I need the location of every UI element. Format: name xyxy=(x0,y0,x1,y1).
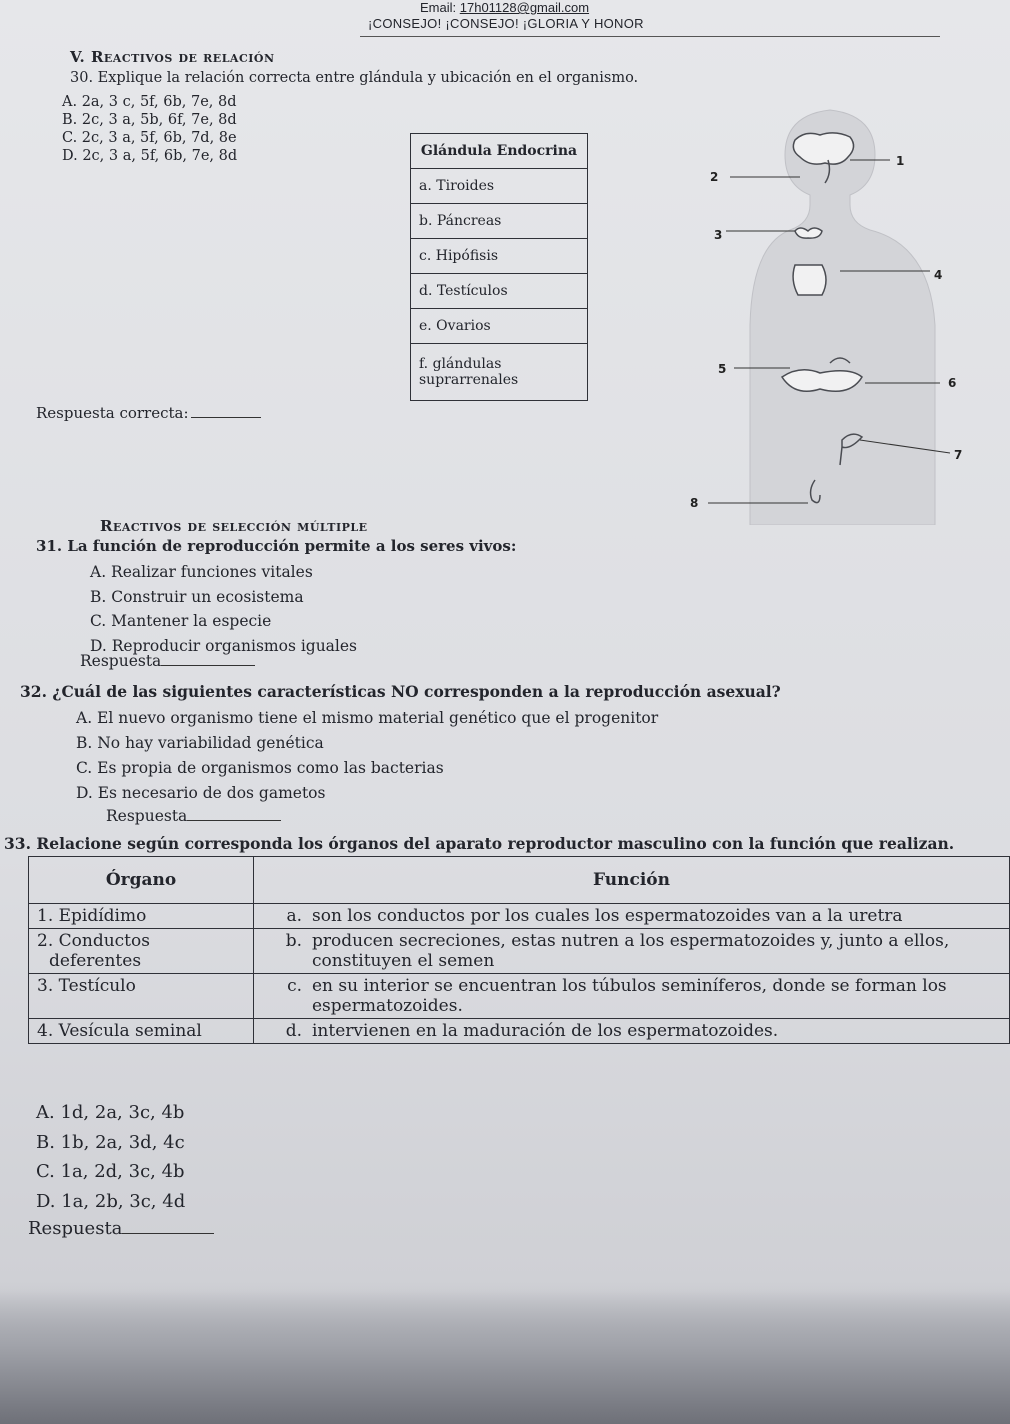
organ-function-table xyxy=(28,856,1010,1044)
q33-option-b: B. 1b, 2a, 3d, 4c xyxy=(36,1131,185,1153)
q33-option-d: D. 1a, 2b, 3c, 4d xyxy=(36,1190,186,1212)
q31-options xyxy=(90,560,357,658)
gland-b: b. Páncreas xyxy=(411,204,588,239)
question-32: 32. ¿Cuál de las siguientes características NO corresponden a la reproducción asexual? xyxy=(20,682,781,701)
q31-answer: Respuesta xyxy=(80,652,255,670)
diagram-label-7: 7 xyxy=(954,448,963,462)
organ-table-header-row xyxy=(29,857,1010,904)
gland-a: a. Tiroides xyxy=(411,169,588,204)
q33-answer: Respuesta xyxy=(28,1218,214,1239)
q31-option-a: A. Realizar funciones vitales xyxy=(90,563,313,581)
gland-e: e. Ovarios xyxy=(411,309,588,344)
thymus-icon xyxy=(793,265,826,295)
gland-table-header: Glándula Endocrina xyxy=(411,134,588,169)
brain-icon xyxy=(793,133,853,164)
q32-option-d: D. Es necesario de dos gametos xyxy=(76,784,326,802)
organ-3: 3. Testículo xyxy=(29,974,254,1019)
q32-option-c: C. Es propia de organismos como las bacterias xyxy=(76,759,444,777)
q32-option-b: B. No hay variabilidad genética xyxy=(76,734,324,752)
q30-answer: Respuesta correcta: xyxy=(36,404,261,422)
function-c: c. en su interior se encuentran los túbulos seminíferos, donde se forman los espermatozoides. xyxy=(254,974,1010,1019)
table-row xyxy=(29,929,1010,974)
q32-answer-blank[interactable] xyxy=(187,808,281,821)
q33-answer-blank[interactable] xyxy=(122,1221,214,1234)
endocrine-body-diagram xyxy=(690,105,990,525)
gland-d: d. Testículos xyxy=(411,274,588,309)
header-email: Email: 17h01128@gmail.com xyxy=(420,0,590,15)
q32-answer: Respuesta xyxy=(106,807,281,825)
organ-column-header: Órgano xyxy=(29,857,254,904)
organ-4: 4. Vesícula seminal xyxy=(29,1019,254,1044)
body-silhouette xyxy=(750,110,935,525)
q30-options xyxy=(62,93,237,165)
plastic-sleeve-edge xyxy=(0,1290,1010,1424)
diagram-label-8: 8 xyxy=(690,496,699,510)
diagram-label-2: 2 xyxy=(710,170,719,184)
diagram-label-6: 6 xyxy=(948,376,957,390)
organ-1: 1. Epidídimo xyxy=(29,904,254,929)
function-d: d. intervienen en la maduración de los espermatozoides. xyxy=(254,1019,1010,1044)
diagram-label-5: 5 xyxy=(718,362,727,376)
gland-c: c. Hipófisis xyxy=(411,239,588,274)
q32-options xyxy=(76,706,658,806)
q31-answer-blank[interactable] xyxy=(161,653,255,666)
q30-option-b: B. 2c, 3 a, 5b, 6f, 7e, 8d xyxy=(62,112,237,128)
function-b: b. producen secreciones, estas nutren a los espermatozoides y, junto a ellos, constituyen el semen xyxy=(254,929,1010,974)
question-31: 31. La función de reproducción permite a los seres vivos: xyxy=(36,537,517,555)
email-link[interactable]: 17h01128@gmail.com xyxy=(459,0,590,15)
question-30: 30. Explique la relación correcta entre glándula y ubicación en el organismo. xyxy=(70,70,639,86)
question-33: 33. Relacione según corresponda los órganos del aparato reproductor masculino con la función que realizan. xyxy=(4,834,955,853)
header-divider xyxy=(360,36,940,37)
q33-option-c: C. 1a, 2d, 3c, 4b xyxy=(36,1161,185,1182)
q31-option-d: D. Reproducir organismos iguales xyxy=(90,636,358,655)
section-vi-title: Reactivos de selección múltiple xyxy=(100,517,368,535)
diagram-label-3: 3 xyxy=(714,228,723,242)
section-v-title: V. Reactivos de relación xyxy=(70,48,275,66)
q30-option-a: A. 2a, 3 c, 5f, 6b, 7e, 8d xyxy=(62,94,237,110)
pancreas-icon xyxy=(782,370,862,391)
organ-2: 2. Conductos deferentes xyxy=(29,929,254,974)
q32-option-a: A. El nuevo organismo tiene el mismo material genético que el progenitor xyxy=(76,709,659,727)
table-row xyxy=(29,974,1010,1019)
q33-option-a: A. 1d, 2a, 3c, 4b xyxy=(36,1102,185,1123)
table-row xyxy=(29,904,1010,929)
q30-option-c: C. 2c, 3 a, 5f, 6b, 7d, 8e xyxy=(62,130,237,146)
diagram-label-1: 1 xyxy=(896,154,905,168)
q31-option-b: B. Construir un ecosistema xyxy=(90,587,304,606)
q30-option-d: D. 2c, 3 a, 5f, 6b, 7e, 8d xyxy=(62,148,238,164)
table-row xyxy=(29,1019,1010,1044)
q33-options xyxy=(36,1098,185,1216)
q31-option-c: C. Mantener la especie xyxy=(90,612,272,630)
diagram-label-4: 4 xyxy=(934,268,943,282)
header-motto: ¡CONSEJO! ¡CONSEJO! ¡GLORIA Y HONOR xyxy=(368,16,644,31)
function-a: a. son los conductos por los cuales los espermatozoides van a la uretra xyxy=(254,904,1010,929)
gland-f: f. glándulas suprarrenales xyxy=(411,344,588,401)
q30-answer-blank[interactable] xyxy=(191,405,261,418)
function-column-header: Función xyxy=(254,857,1010,904)
gland-table xyxy=(410,133,588,401)
